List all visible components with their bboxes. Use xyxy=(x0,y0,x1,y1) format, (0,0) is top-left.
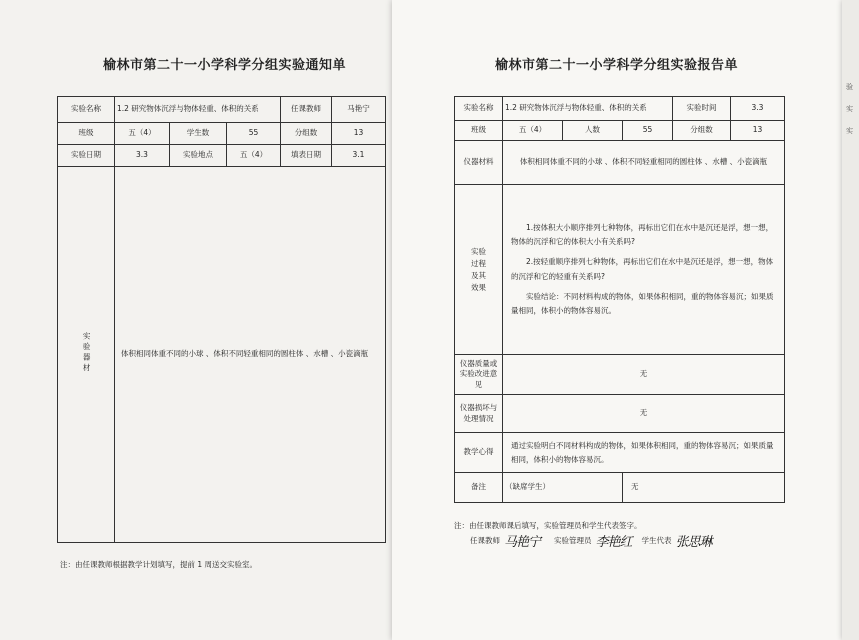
label-equipment: 实验器材 xyxy=(58,167,115,543)
label-damage: 仪器损坏与处理情况 xyxy=(455,395,503,433)
label-process: 实验过程及其效果 xyxy=(455,185,503,355)
table-row xyxy=(455,355,785,395)
value-groups: 13 xyxy=(731,121,785,141)
notification-sheet xyxy=(0,0,392,640)
value-reflection: 通过实验明白不同材料构成的物体，如果体积相同，重的物体容易沉；如果质量相同，体积小的物体容易沉。 xyxy=(503,433,785,473)
signature-row xyxy=(470,531,712,550)
label-quality: 仪器质量或实验改进意见 xyxy=(455,355,503,395)
table-row xyxy=(455,185,785,355)
table-row xyxy=(455,473,785,503)
notification-table xyxy=(57,96,386,543)
label-remarks: 备注 xyxy=(455,473,503,503)
value-name: 1.2 研究物体沉浮与物体轻重、体积的关系 xyxy=(503,97,673,121)
value-equipment: 体积相同体重不同的小球 、体积不同轻重相同的圆柱体 、水槽 、小瓷滴瓶 xyxy=(115,167,386,543)
edge-cell: 实 xyxy=(846,105,853,113)
value-groups: 13 xyxy=(332,123,386,145)
label-date: 实验日期 xyxy=(58,145,115,167)
value-class: 五（4） xyxy=(115,123,170,145)
teacher-sign-label: 任课教师 xyxy=(470,536,500,545)
edge-cell: 实 xyxy=(846,127,853,135)
label-time: 实验时间 xyxy=(673,97,731,121)
value-date: 3.3 xyxy=(115,145,170,167)
table-row xyxy=(58,123,386,145)
label-class: 班级 xyxy=(58,123,115,145)
value-equipment: 体积相同体重不同的小球 、体积不同轻重相同的圆柱体 、水槽 、小瓷滴瓶 xyxy=(503,141,785,185)
process-step-1: 1.按体积大小顺序排列七种物体，再标出它们在水中是沉还是浮，想一想，物体的沉浮和它的体积大小有关系吗? xyxy=(511,222,774,246)
label-fill-date: 填表日期 xyxy=(281,145,332,167)
label-people: 人数 xyxy=(563,121,623,141)
value-remarks-absent: （缺席学生） xyxy=(503,473,623,503)
edge-cell: 验 xyxy=(846,83,853,91)
edge-sheet xyxy=(842,0,859,640)
value-teacher: 马艳宁 xyxy=(332,97,386,123)
report-sheet xyxy=(392,0,842,640)
value-process xyxy=(503,185,785,355)
report-title: 榆林市第二十一小学科学分组实验报告单 xyxy=(495,58,739,73)
table-row xyxy=(455,97,785,121)
value-name: 1.2 研究物体沉浮与物体轻重、体积的关系 xyxy=(115,97,281,123)
table-row xyxy=(58,145,386,167)
notification-note: 注：由任课教师根据教学计划填写，提前 1 周送交实验室。 xyxy=(60,560,258,569)
table-row xyxy=(455,433,785,473)
table-row xyxy=(58,167,386,543)
label-students: 学生数 xyxy=(170,123,227,145)
report-note: 注：由任课教师课后填写，实验管理员和学生代表签字。 xyxy=(454,521,642,530)
value-fill-date: 3.1 xyxy=(332,145,386,167)
label-groups: 分组数 xyxy=(673,121,731,141)
teacher-signature: 马艳宁 xyxy=(504,535,541,550)
label-equipment: 仪器材料 xyxy=(455,141,503,185)
label-class: 班级 xyxy=(455,121,503,141)
student-signature: 张思琳 xyxy=(675,535,712,550)
value-remarks: 无 xyxy=(623,473,785,503)
admin-sign-label: 实验管理员 xyxy=(554,536,592,545)
label-reflection: 教学心得 xyxy=(455,433,503,473)
value-place: 五（4） xyxy=(227,145,281,167)
table-row xyxy=(58,97,386,123)
table-row xyxy=(455,395,785,433)
notification-title: 榆林市第二十一小学科学分组实验通知单 xyxy=(103,58,347,73)
report-table xyxy=(454,96,785,503)
table-row xyxy=(455,141,785,185)
label-name: 实验名称 xyxy=(58,97,115,123)
value-people: 55 xyxy=(623,121,673,141)
value-class: 五（4） xyxy=(503,121,563,141)
label-groups: 分组数 xyxy=(281,123,332,145)
label-teacher: 任课教师 xyxy=(281,97,332,123)
value-damage: 无 xyxy=(503,395,785,433)
admin-signature: 李艳红 xyxy=(595,535,632,550)
label-place: 实验地点 xyxy=(170,145,227,167)
process-step-2: 2.按轻重顺序排列七种物体，再标出它们在水中是沉还是浮，想一想，物体的沉浮和它的轻重有关系吗? xyxy=(511,257,774,281)
student-sign-label: 学生代表 xyxy=(641,536,672,545)
value-students: 55 xyxy=(227,123,281,145)
table-row xyxy=(455,121,785,141)
label-name: 实验名称 xyxy=(455,97,503,121)
process-conclusion: 实验结论：不同材料构成的物体，如果体积相同，重的物体容易沉；如果质量相同，体积小的物体容易沉。 xyxy=(511,291,774,315)
value-quality: 无 xyxy=(503,355,785,395)
value-time: 3.3 xyxy=(731,97,785,121)
